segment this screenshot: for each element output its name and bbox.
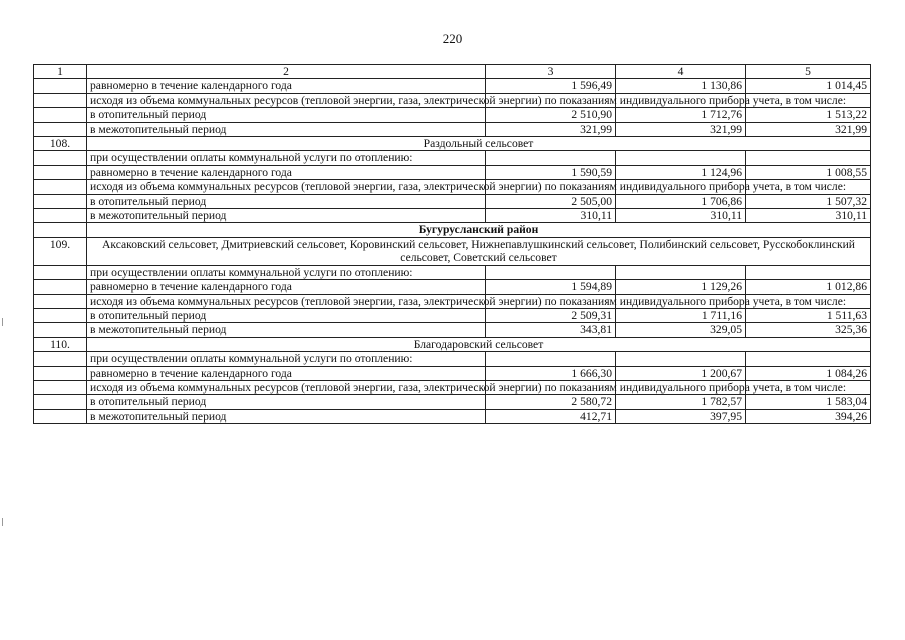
page-number: 220	[442, 31, 463, 46]
section-row	[34, 337, 871, 351]
value-col-3: 310,11	[486, 209, 616, 223]
section-number: 110.	[34, 337, 87, 351]
table-row	[34, 395, 871, 409]
table-row	[34, 366, 871, 380]
value-col-4: 1 706,86	[616, 194, 746, 208]
row-number-cell	[34, 294, 87, 308]
value-col-3: 1 666,30	[486, 366, 616, 380]
value-col-3: 2 509,31	[486, 308, 616, 322]
scan-mark	[2, 518, 3, 526]
value-col-3: 2 510,90	[486, 108, 616, 122]
value-col-5	[746, 265, 871, 279]
table-row	[34, 380, 871, 394]
section-number: 108.	[34, 137, 87, 151]
value-col-5: 321,99	[746, 122, 871, 136]
row-label: в межотопительный период	[87, 122, 486, 136]
value-col-4	[616, 151, 746, 165]
value-col-5: 1 511,63	[746, 308, 871, 322]
value-col-5: 394,26	[746, 409, 871, 423]
district-title: Бугурусланский район	[87, 223, 871, 237]
row-label: в отопительный период	[87, 308, 486, 322]
row-label: исходя из объема коммунальных ресурсов (тепловой энергии, газа, электрической энергии) по показаниям индивидуального прибора учета, в том числе:	[87, 93, 486, 107]
value-col-5: 325,36	[746, 323, 871, 337]
row-label: в отопительный период	[87, 108, 486, 122]
row-label: равномерно в течение календарного года	[87, 280, 486, 294]
value-col-3: 321,99	[486, 122, 616, 136]
value-col-4: 310,11	[616, 209, 746, 223]
value-col-5	[746, 352, 871, 366]
row-label: исходя из объема коммунальных ресурсов (тепловой энергии, газа, электрической энергии) по показаниям индивидуального прибора учета, в том числе:	[87, 180, 486, 194]
value-col-5: 1 014,45	[746, 79, 871, 93]
row-number-cell	[34, 323, 87, 337]
table-row	[34, 323, 871, 337]
row-number-cell	[34, 409, 87, 423]
value-col-4: 1 129,26	[616, 280, 746, 294]
row-label: при осуществлении оплаты коммунальной услуги по отоплению:	[87, 265, 486, 279]
value-col-4: 329,05	[616, 323, 746, 337]
section-number: 109.	[34, 237, 87, 265]
section-title: Раздольный сельсовет	[87, 137, 871, 151]
row-label: при осуществлении оплаты коммунальной услуги по отоплению:	[87, 352, 486, 366]
row-label: в отопительный период	[87, 395, 486, 409]
value-col-5: 1 084,26	[746, 366, 871, 380]
value-col-3	[486, 151, 616, 165]
row-label: равномерно в течение календарного года	[87, 79, 486, 93]
table-row	[34, 79, 871, 93]
value-col-3: 1 596,49	[486, 79, 616, 93]
scan-mark	[2, 318, 3, 326]
table-row	[34, 165, 871, 179]
section-row	[34, 137, 871, 151]
value-col-4: 1 124,96	[616, 165, 746, 179]
column-number: 1	[34, 65, 87, 79]
row-number-cell	[34, 395, 87, 409]
value-col-4: 1 782,57	[616, 395, 746, 409]
value-col-3: 1 590,59	[486, 165, 616, 179]
table-row	[34, 280, 871, 294]
column-number: 2	[87, 65, 486, 79]
value-col-4	[616, 352, 746, 366]
value-col-5	[746, 151, 871, 165]
table-row	[34, 151, 871, 165]
row-label: исходя из объема коммунальных ресурсов (тепловой энергии, газа, электрической энергии) по показаниям индивидуального прибора учета, в том числе:	[87, 294, 486, 308]
row-number-cell	[34, 280, 87, 294]
table-row	[34, 265, 871, 279]
row-number-cell	[34, 93, 87, 107]
value-col-4: 1 711,16	[616, 308, 746, 322]
value-col-3: 2 580,72	[486, 395, 616, 409]
table-row	[34, 409, 871, 423]
row-number-cell	[34, 151, 87, 165]
row-number-cell	[34, 223, 87, 237]
value-col-4: 1 130,86	[616, 79, 746, 93]
row-number-cell	[34, 180, 87, 194]
row-number-cell	[34, 108, 87, 122]
column-number: 3	[486, 65, 616, 79]
value-col-3: 343,81	[486, 323, 616, 337]
value-col-4: 397,95	[616, 409, 746, 423]
row-number-cell	[34, 209, 87, 223]
district-row	[34, 223, 871, 237]
row-number-cell	[34, 165, 87, 179]
table-row	[34, 180, 871, 194]
row-number-cell	[34, 380, 87, 394]
row-label: в отопительный период	[87, 194, 486, 208]
value-col-4: 321,99	[616, 122, 746, 136]
row-label: при осуществлении оплаты коммунальной услуги по отоплению:	[87, 151, 486, 165]
value-col-3	[486, 352, 616, 366]
value-col-5: 1 008,55	[746, 165, 871, 179]
value-col-5: 310,11	[746, 209, 871, 223]
table-row	[34, 294, 871, 308]
column-number: 5	[746, 65, 871, 79]
tariff-table-body	[34, 65, 871, 424]
row-label: исходя из объема коммунальных ресурсов (тепловой энергии, газа, электрической энергии) по показаниям индивидуального прибора учета, в том числе:	[87, 380, 486, 394]
table-row	[34, 108, 871, 122]
value-col-5: 1 012,86	[746, 280, 871, 294]
column-number: 4	[616, 65, 746, 79]
row-number-cell	[34, 265, 87, 279]
row-label: в межотопительный период	[87, 209, 486, 223]
table-row	[34, 93, 871, 107]
value-col-3: 412,71	[486, 409, 616, 423]
column-number-row	[34, 65, 871, 79]
value-col-4	[616, 265, 746, 279]
row-number-cell	[34, 194, 87, 208]
row-number-cell	[34, 122, 87, 136]
section-title: Благодаровский сельсовет	[87, 337, 871, 351]
value-col-3: 1 594,89	[486, 280, 616, 294]
row-number-cell	[34, 308, 87, 322]
row-number-cell	[34, 79, 87, 93]
table-row	[34, 209, 871, 223]
value-col-4: 1 200,67	[616, 366, 746, 380]
section-row	[34, 237, 871, 265]
row-number-cell	[34, 352, 87, 366]
row-label: равномерно в течение календарного года	[87, 165, 486, 179]
row-label: в межотопительный период	[87, 409, 486, 423]
row-label: в межотопительный период	[87, 323, 486, 337]
value-col-3	[486, 265, 616, 279]
row-label: равномерно в течение календарного года	[87, 366, 486, 380]
value-col-5: 1 507,32	[746, 194, 871, 208]
row-number-cell	[34, 366, 87, 380]
value-col-5: 1 513,22	[746, 108, 871, 122]
table-row	[34, 308, 871, 322]
value-col-5: 1 583,04	[746, 395, 871, 409]
table-row	[34, 352, 871, 366]
tariff-table	[33, 64, 871, 424]
value-col-3: 2 505,00	[486, 194, 616, 208]
table-row	[34, 194, 871, 208]
table-row	[34, 122, 871, 136]
value-col-4: 1 712,76	[616, 108, 746, 122]
section-title: Аксаковский сельсовет, Дмитриевский сельсовет, Коровинский сельсовет, Нижнепавлушкинский сельсовет, Полибинский сельсовет, Русскобоклинский сельсовет, Советский сельсовет	[87, 237, 871, 265]
